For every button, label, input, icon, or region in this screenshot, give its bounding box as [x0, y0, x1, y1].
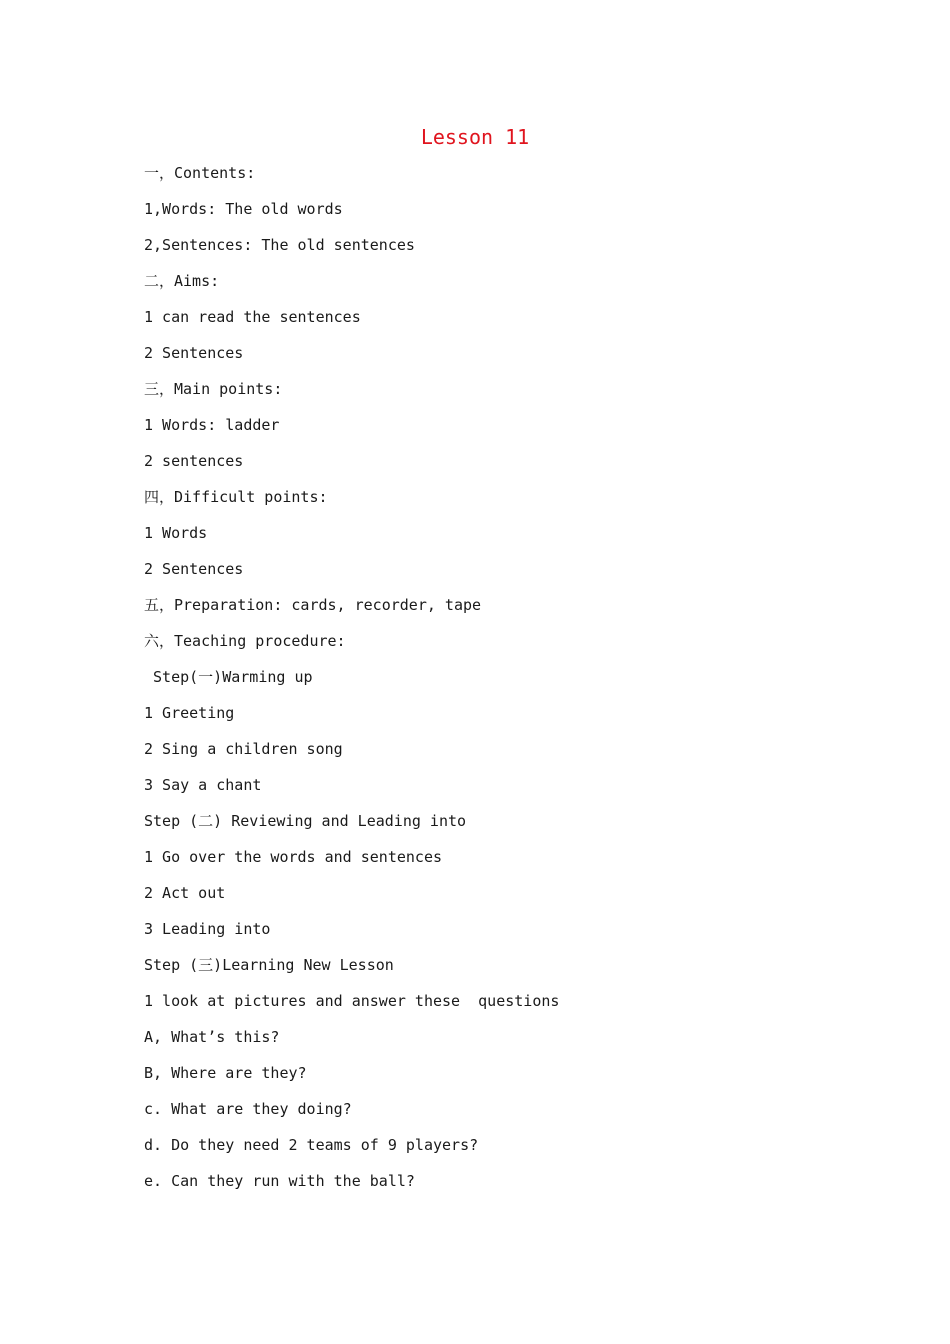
section-heading-contents: 一，Contents: [144, 164, 256, 182]
question-e: e. Can they run with the ball? [144, 1172, 415, 1190]
question-d: d. Do they need 2 teams of 9 players? [144, 1136, 479, 1154]
question-c: c. What are they doing? [144, 1100, 352, 1118]
step-heading-reviewing: Step (二) Reviewing and Leading into [144, 812, 467, 830]
reviewing-item-2: 2 Act out [144, 884, 226, 902]
content-item-sentences: 2,Sentences: The old sentences [144, 236, 415, 254]
aim-item-1: 1 can read the sentences [144, 308, 361, 326]
new-lesson-item-1: 1 look at pictures and answer these questions [144, 992, 560, 1010]
reviewing-item-3: 3 Leading into [144, 920, 271, 938]
warming-up-item-2: 2 Sing a children song [144, 740, 343, 758]
step-heading-new-lesson: Step (三)Learning New Lesson [144, 956, 394, 974]
section-heading-main-points: 三，Main points: [144, 380, 283, 398]
main-point-2: 2 sentences [144, 452, 244, 470]
difficult-point-1: 1 Words [144, 524, 208, 542]
document-body [144, 158, 844, 1202]
section-heading-teaching-procedure: 六，Teaching procedure: [144, 632, 346, 650]
warming-up-item-3: 3 Say a chant [144, 776, 262, 794]
section-heading-difficult-points: 四，Difficult points: [144, 488, 328, 506]
aim-item-2: 2 Sentences [144, 344, 244, 362]
reviewing-item-1: 1 Go over the words and sentences [144, 848, 443, 866]
content-item-words: 1,Words: The old words [144, 200, 343, 218]
question-a: A, What’s this? [144, 1028, 280, 1046]
question-b: B, Where are they? [144, 1064, 307, 1082]
warming-up-item-1: 1 Greeting [144, 704, 235, 722]
section-heading-preparation: 五，Preparation: cards, recorder, tape [144, 596, 482, 614]
lesson-title: Lesson 11 [420, 125, 530, 149]
section-heading-aims: 二，Aims: [144, 272, 220, 290]
difficult-point-2: 2 Sentences [144, 560, 244, 578]
main-point-1: 1 Words: ladder [144, 416, 280, 434]
step-heading-warming-up: Step(一)Warming up [144, 668, 313, 686]
